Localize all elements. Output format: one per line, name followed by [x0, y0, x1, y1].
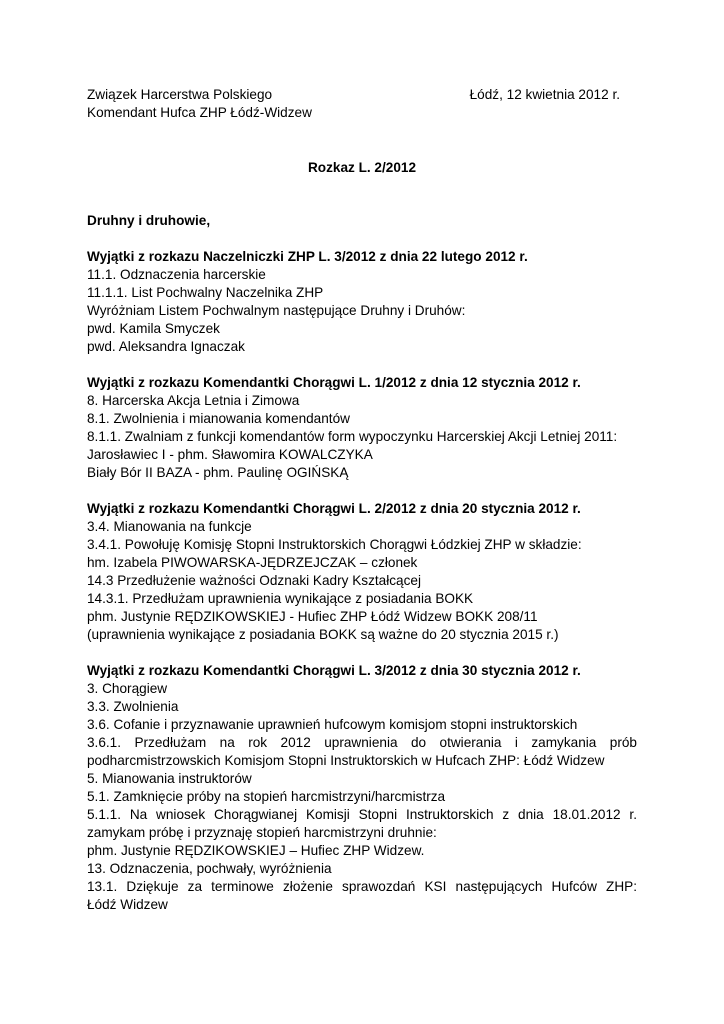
- section-heading: Wyjątki z rozkazu Komendantki Chorągwi L. 2/2012 z dnia 20 stycznia 2012 r.: [87, 501, 581, 516]
- place-and-date: Łódź, 12 kwietnia 2012 r.: [469, 87, 620, 102]
- section-line: 5. Mianowania instruktorów: [87, 771, 252, 786]
- section-line: (uprawnienia wynikające z posiadania BOKK są ważne do 20 stycznia 2015 r.): [87, 627, 559, 642]
- section-line: 8. Harcerska Akcja Letnia i Zimowa: [87, 393, 300, 408]
- paragraph-line: 3.6.1. Przedłużam na rok 2012 uprawnienia do otwierania i zamykania prób: [87, 735, 637, 750]
- section-line: phm. Justynie RĘDZIKOWSKIEJ - Hufiec ZHP Łódź Widzew BOKK 208/11: [87, 609, 538, 624]
- spacer: [87, 482, 637, 500]
- greeting: Druhny i druhowie,: [87, 213, 211, 228]
- section-line: 5.1. Zamknięcie próby na stopień harcmistrzyni/harcmistrza: [87, 789, 446, 804]
- section-line: 11.1. Odznaczenia harcerskie: [87, 267, 266, 282]
- section-choragiew-3: [87, 662, 637, 914]
- section-line: 3.4. Mianowania na funkcje: [87, 519, 252, 534]
- section-heading: Wyjątki z rozkazu Naczelniczki ZHP L. 3/2012 z dnia 22 lutego 2012 r.: [87, 249, 528, 264]
- section-choragiew-2: [87, 500, 637, 644]
- document-body: [87, 212, 637, 914]
- spacer: [87, 644, 637, 662]
- issuing-unit: Komendant Hufca ZHP Łódź-Widzew: [87, 105, 312, 120]
- section-line: 14.3.1. Przedłużam uprawnienia wynikające z posiadania BOKK: [87, 591, 474, 606]
- section-heading: Wyjątki z rozkazu Komendantki Chorągwi L. 3/2012 z dnia 30 stycznia 2012 r.: [87, 663, 581, 678]
- section-line: pwd. Aleksandra Ignaczak: [87, 339, 245, 354]
- section-line: 13. Odznaczenia, pochwały, wyróżnienia: [87, 861, 332, 876]
- section-heading: Wyjątki z rozkazu Komendantki Chorągwi L. 1/2012 z dnia 12 stycznia 2012 r.: [87, 375, 581, 390]
- section-line: 3.6. Cofanie i przyznawanie uprawnień hufcowym komisjom stopni instruktorskich: [87, 717, 578, 732]
- header-left: [87, 86, 312, 122]
- section-line: Biały Bór II BAZA - phm. Paulinę OGIŃSKĄ: [87, 465, 349, 480]
- section-line: 11.1.1. List Pochwalny Naczelnika ZHP: [87, 285, 324, 300]
- section-line: 8.1. Zwolnienia i mianowania komendantów: [87, 411, 350, 426]
- section-line: phm. Justynie RĘDZIKOWSKIEJ – Hufiec ZHP Widzew.: [87, 843, 425, 858]
- spacer: [87, 230, 637, 248]
- organization-name: Związek Harcerstwa Polskiego: [87, 87, 273, 102]
- section-line: 3.4.1. Powołuję Komisję Stopni Instruktorskich Chorągwi Łódzkiej ZHP w składzie:: [87, 537, 582, 552]
- spacer: [87, 356, 637, 374]
- section-line: 3.3. Zwolnienia: [87, 699, 179, 714]
- section-line: 8.1.1. Zwalniam z funkcji komendantów form wypoczynku Harcerskiej Akcji Letniej 2011:: [87, 429, 618, 444]
- paragraph-line: podharcmistrzowskich Komisjom Stopni Instruktorskich w Hufcach ZHP: Łódź Widzew: [87, 753, 605, 768]
- section-line: Jarosławiec I - phm. Sławomira KOWALCZYKA: [87, 447, 373, 462]
- section-line: Wyróżniam Listem Pochwalnym następujące Druhny i Druhów:: [87, 303, 466, 318]
- paragraph-line: Łódź Widzew: [87, 897, 168, 912]
- section-naczelniczka: [87, 248, 637, 356]
- section-line: hm. Izabela PIWOWARSKA-JĘDRZEJCZAK – członek: [87, 555, 418, 570]
- paragraph-line: 5.1.1. Na wniosek Chorągwianej Komisji Stopni Instruktorskich z dnia 18.01.2012 r.: [87, 807, 637, 822]
- section-line: 3. Chorągiew: [87, 681, 168, 696]
- paragraph-line: 13.1. Dziękuje za terminowe złożenie sprawozdań KSI następujących Hufców ZHP:: [87, 879, 637, 894]
- section-choragiew-1: [87, 374, 637, 482]
- section-line: pwd. Kamila Smyczek: [87, 321, 220, 336]
- section-line: 14.3 Przedłużenie ważności Odznaki Kadry Kształcącej: [87, 573, 421, 588]
- order-title: Rozkaz L. 2/2012: [307, 160, 417, 175]
- paragraph-line: zamykam próbę i przyznaję stopień harcmistrzyni druhnie:: [87, 825, 437, 840]
